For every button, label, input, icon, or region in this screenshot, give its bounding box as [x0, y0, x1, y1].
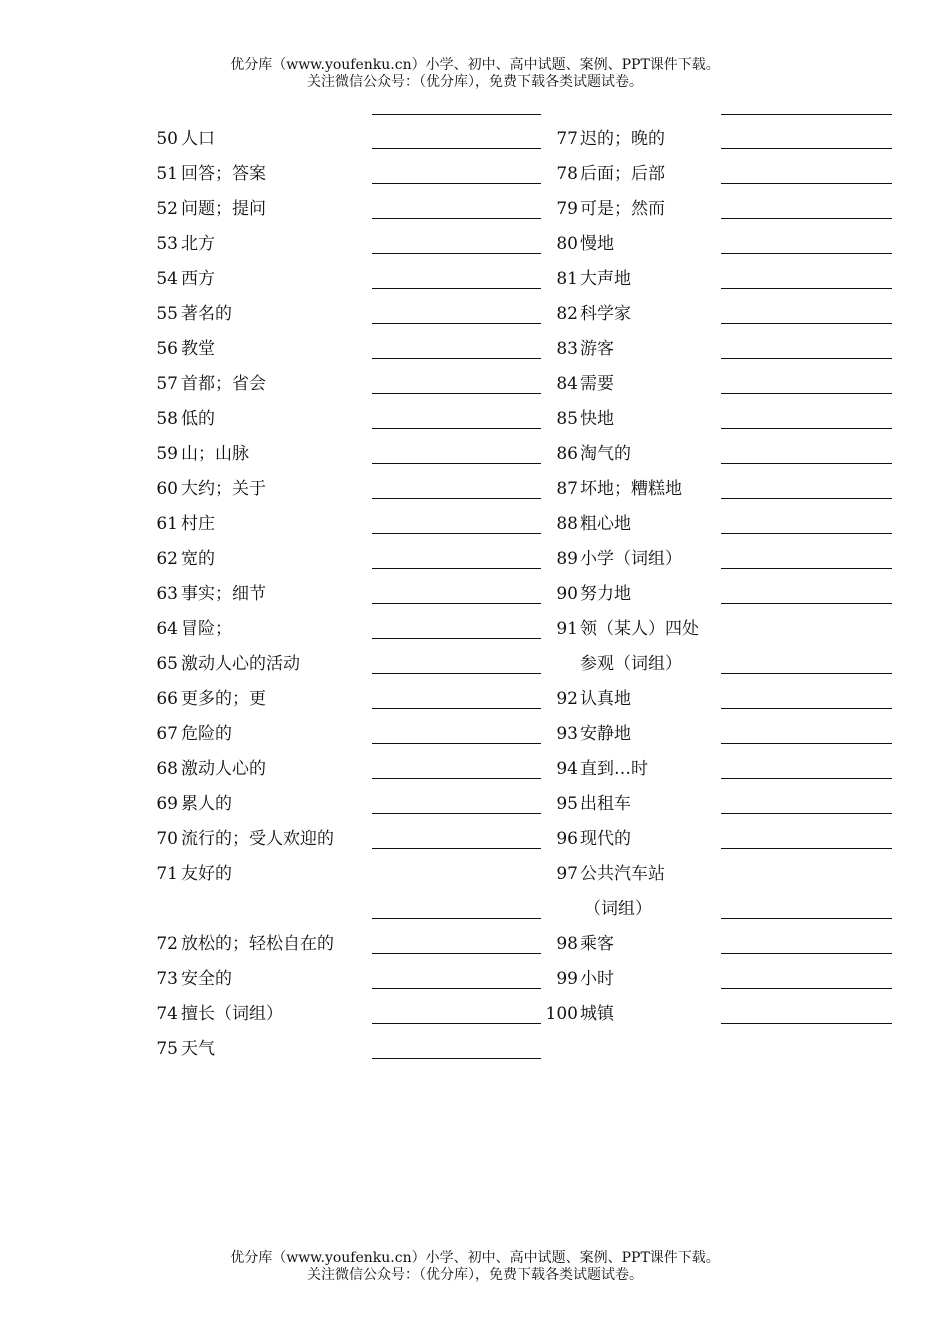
answer-blank[interactable]	[372, 673, 541, 674]
vocab-prompt: 科学家	[580, 304, 631, 324]
answer-blank[interactable]	[372, 253, 541, 254]
vocab-prompt: 后面；后部	[580, 164, 665, 184]
answer-blank[interactable]	[721, 778, 892, 779]
answer-blank[interactable]	[372, 148, 541, 149]
answer-blank[interactable]	[372, 183, 541, 184]
vocab-prompt: 累人的	[181, 794, 232, 814]
item-number: 57	[156, 374, 178, 394]
item-number: 92	[556, 689, 578, 709]
vocab-prompt: 城镇	[580, 1004, 614, 1024]
answer-blank[interactable]	[721, 918, 892, 919]
item-number: 53	[156, 234, 178, 254]
vocab-prompt: 慢地	[580, 234, 614, 254]
item-number: 64	[156, 619, 178, 639]
vocab-prompt: 领（某人）四处	[580, 619, 699, 639]
item-number: 66	[156, 689, 178, 709]
item-number: 54	[156, 269, 178, 289]
item-number: 67	[156, 724, 178, 744]
vocab-prompt: 山；山脉	[181, 444, 249, 464]
vocab-prompt: 安静地	[580, 724, 631, 744]
answer-blank[interactable]	[372, 778, 541, 779]
item-number: 61	[156, 514, 178, 534]
item-number: 71	[156, 864, 178, 884]
item-number: 78	[556, 164, 578, 184]
vocab-prompt: 回答；答案	[181, 164, 266, 184]
vocab-prompt: 需要	[580, 374, 614, 394]
item-number: 77	[556, 129, 578, 149]
answer-blank[interactable]	[372, 1058, 541, 1059]
item-number: 91	[556, 619, 578, 639]
vocab-prompt: 更多的；更	[181, 689, 266, 709]
item-number: 94	[556, 759, 578, 779]
item-number: 96	[556, 829, 578, 849]
item-number: 62	[156, 549, 178, 569]
vocab-prompt: 问题；提问	[181, 199, 266, 219]
item-number: 58	[156, 409, 178, 429]
answer-blank[interactable]	[721, 114, 892, 115]
item-number: 68	[156, 759, 178, 779]
answer-blank[interactable]	[372, 498, 541, 499]
vocab-prompt: 快地	[580, 409, 614, 429]
answer-blank[interactable]	[721, 358, 892, 359]
answer-blank[interactable]	[372, 428, 541, 429]
item-number: 56	[156, 339, 178, 359]
vocab-prompt: 激动人心的活动	[181, 654, 300, 674]
vocab-prompt: 宽的	[181, 549, 215, 569]
answer-blank[interactable]	[372, 988, 541, 989]
item-number: 84	[556, 374, 578, 394]
vocab-prompt: 公共汽车站	[580, 864, 665, 884]
vocab-prompt: 小学（词组）	[580, 549, 682, 569]
vocab-prompt: 低的	[181, 409, 215, 429]
vocab-prompt: 参观（词组）	[580, 654, 682, 674]
vocab-prompt: 安全的	[181, 969, 232, 989]
item-number: 65	[156, 654, 178, 674]
answer-blank[interactable]	[372, 218, 541, 219]
vocab-prompt: 大约；关于	[181, 479, 266, 499]
item-number: 69	[156, 794, 178, 814]
vocab-prompt: 淘气的	[580, 444, 631, 464]
item-number: 55	[156, 304, 178, 324]
vocab-prompt: 可是；然而	[580, 199, 665, 219]
item-number: 60	[156, 479, 178, 499]
answer-blank[interactable]	[721, 323, 892, 324]
item-number: 75	[156, 1039, 178, 1059]
item-number: 74	[156, 1004, 178, 1024]
answer-blank[interactable]	[372, 1023, 541, 1024]
answer-blank[interactable]	[372, 953, 541, 954]
item-number: 97	[556, 864, 578, 884]
item-number: 93	[556, 724, 578, 744]
answer-blank[interactable]	[721, 603, 892, 604]
answer-blank[interactable]	[372, 918, 541, 919]
answer-blank[interactable]	[372, 848, 541, 849]
vocab-prompt: 天气	[181, 1039, 215, 1059]
item-number: 51	[156, 164, 178, 184]
vocab-prompt: 危险的	[181, 724, 232, 744]
vocab-prompt: 直到…时	[580, 759, 648, 779]
answer-blank[interactable]	[721, 148, 892, 149]
item-number: 95	[556, 794, 578, 814]
vocab-prompt: 村庄	[181, 514, 215, 534]
answer-blank[interactable]	[372, 603, 541, 604]
answer-blank[interactable]	[721, 498, 892, 499]
answer-blank[interactable]	[372, 393, 541, 394]
footer-line-1: 优分库（www.youfenku.cn）小学、初中、高中试题、案例、PPT课件下载。	[230, 1250, 720, 1266]
answer-blank[interactable]	[372, 114, 541, 115]
vocab-prompt: 事实；细节	[181, 584, 266, 604]
answer-blank[interactable]	[372, 638, 541, 639]
vocab-prompt: 游客	[580, 339, 614, 359]
answer-blank[interactable]	[721, 288, 892, 289]
item-number: 70	[156, 829, 178, 849]
vocab-prompt: 现代的	[580, 829, 631, 849]
vocab-prompt: 小时	[580, 969, 614, 989]
answer-blank[interactable]	[372, 568, 541, 569]
answer-blank[interactable]	[721, 673, 892, 674]
answer-blank[interactable]	[721, 183, 892, 184]
item-number: 80	[556, 234, 578, 254]
answer-blank[interactable]	[721, 463, 892, 464]
answer-blank[interactable]	[372, 323, 541, 324]
vocab-prompt: 西方	[181, 269, 215, 289]
vocab-prompt: 迟的；晚的	[580, 129, 665, 149]
vocab-prompt: 流行的；受人欢迎的	[181, 829, 334, 849]
page-footer	[0, 1250, 950, 1284]
item-number: 100	[545, 1004, 578, 1024]
vocab-prompt: 著名的	[181, 304, 232, 324]
answer-blank[interactable]	[721, 848, 892, 849]
vocab-prompt: 粗心地	[580, 514, 631, 534]
item-number: 98	[556, 934, 578, 954]
item-number: 89	[556, 549, 578, 569]
vocab-prompt: 认真地	[580, 689, 631, 709]
item-number: 87	[556, 479, 578, 499]
vocab-prompt: （词组）	[584, 899, 652, 919]
item-number: 79	[556, 199, 578, 219]
answer-blank[interactable]	[372, 358, 541, 359]
answer-blank[interactable]	[721, 428, 892, 429]
vocab-prompt: 友好的	[181, 864, 232, 884]
answer-blank[interactable]	[372, 708, 541, 709]
answer-blank[interactable]	[721, 568, 892, 569]
answer-blank[interactable]	[721, 813, 892, 814]
item-number: 88	[556, 514, 578, 534]
item-number: 90	[556, 584, 578, 604]
item-number: 82	[556, 304, 578, 324]
answer-blank[interactable]	[372, 743, 541, 744]
vocab-prompt: 出租车	[580, 794, 631, 814]
item-number: 52	[156, 199, 178, 219]
vocab-prompt: 北方	[181, 234, 215, 254]
answer-blank[interactable]	[721, 743, 892, 744]
answer-blank[interactable]	[721, 253, 892, 254]
answer-blank[interactable]	[372, 288, 541, 289]
vocab-prompt: 坏地；糟糕地	[580, 479, 682, 499]
answer-blank[interactable]	[721, 218, 892, 219]
item-number: 83	[556, 339, 578, 359]
vocab-prompt: 擅长（词组）	[181, 1004, 283, 1024]
vocab-prompt: 教堂	[181, 339, 215, 359]
vocab-prompt: 放松的；轻松自在的	[181, 934, 334, 954]
vocab-prompt: 乘客	[580, 934, 614, 954]
item-number: 59	[156, 444, 178, 464]
answer-blank[interactable]	[721, 1023, 892, 1024]
vocab-prompt: 首都；省会	[181, 374, 266, 394]
answer-blank[interactable]	[372, 813, 541, 814]
vocab-prompt: 努力地	[580, 584, 631, 604]
answer-blank[interactable]	[372, 533, 541, 534]
vocab-prompt: 人口	[181, 129, 215, 149]
header-line-2: 关注微信公众号：（优分库），免费下载各类试题试卷。	[307, 74, 643, 90]
page-header	[0, 57, 950, 91]
answer-blank[interactable]	[721, 393, 892, 394]
answer-blank[interactable]	[721, 988, 892, 989]
vocab-prompt: 冒险；	[181, 619, 232, 639]
vocab-prompt: 激动人心的	[181, 759, 266, 779]
item-number: 73	[156, 969, 178, 989]
answer-blank[interactable]	[721, 953, 892, 954]
item-number: 50	[156, 129, 178, 149]
answer-blank[interactable]	[372, 463, 541, 464]
header-line-1: 优分库（www.youfenku.cn）小学、初中、高中试题、案例、PPT课件下载。	[230, 57, 720, 73]
answer-blank[interactable]	[721, 533, 892, 534]
item-number: 63	[156, 584, 178, 604]
item-number: 99	[556, 969, 578, 989]
item-number: 85	[556, 409, 578, 429]
footer-line-2: 关注微信公众号：（优分库），免费下载各类试题试卷。	[307, 1267, 643, 1283]
vocab-prompt: 大声地	[580, 269, 631, 289]
item-number: 86	[556, 444, 578, 464]
item-number: 81	[556, 269, 578, 289]
answer-blank[interactable]	[721, 708, 892, 709]
item-number: 72	[156, 934, 178, 954]
